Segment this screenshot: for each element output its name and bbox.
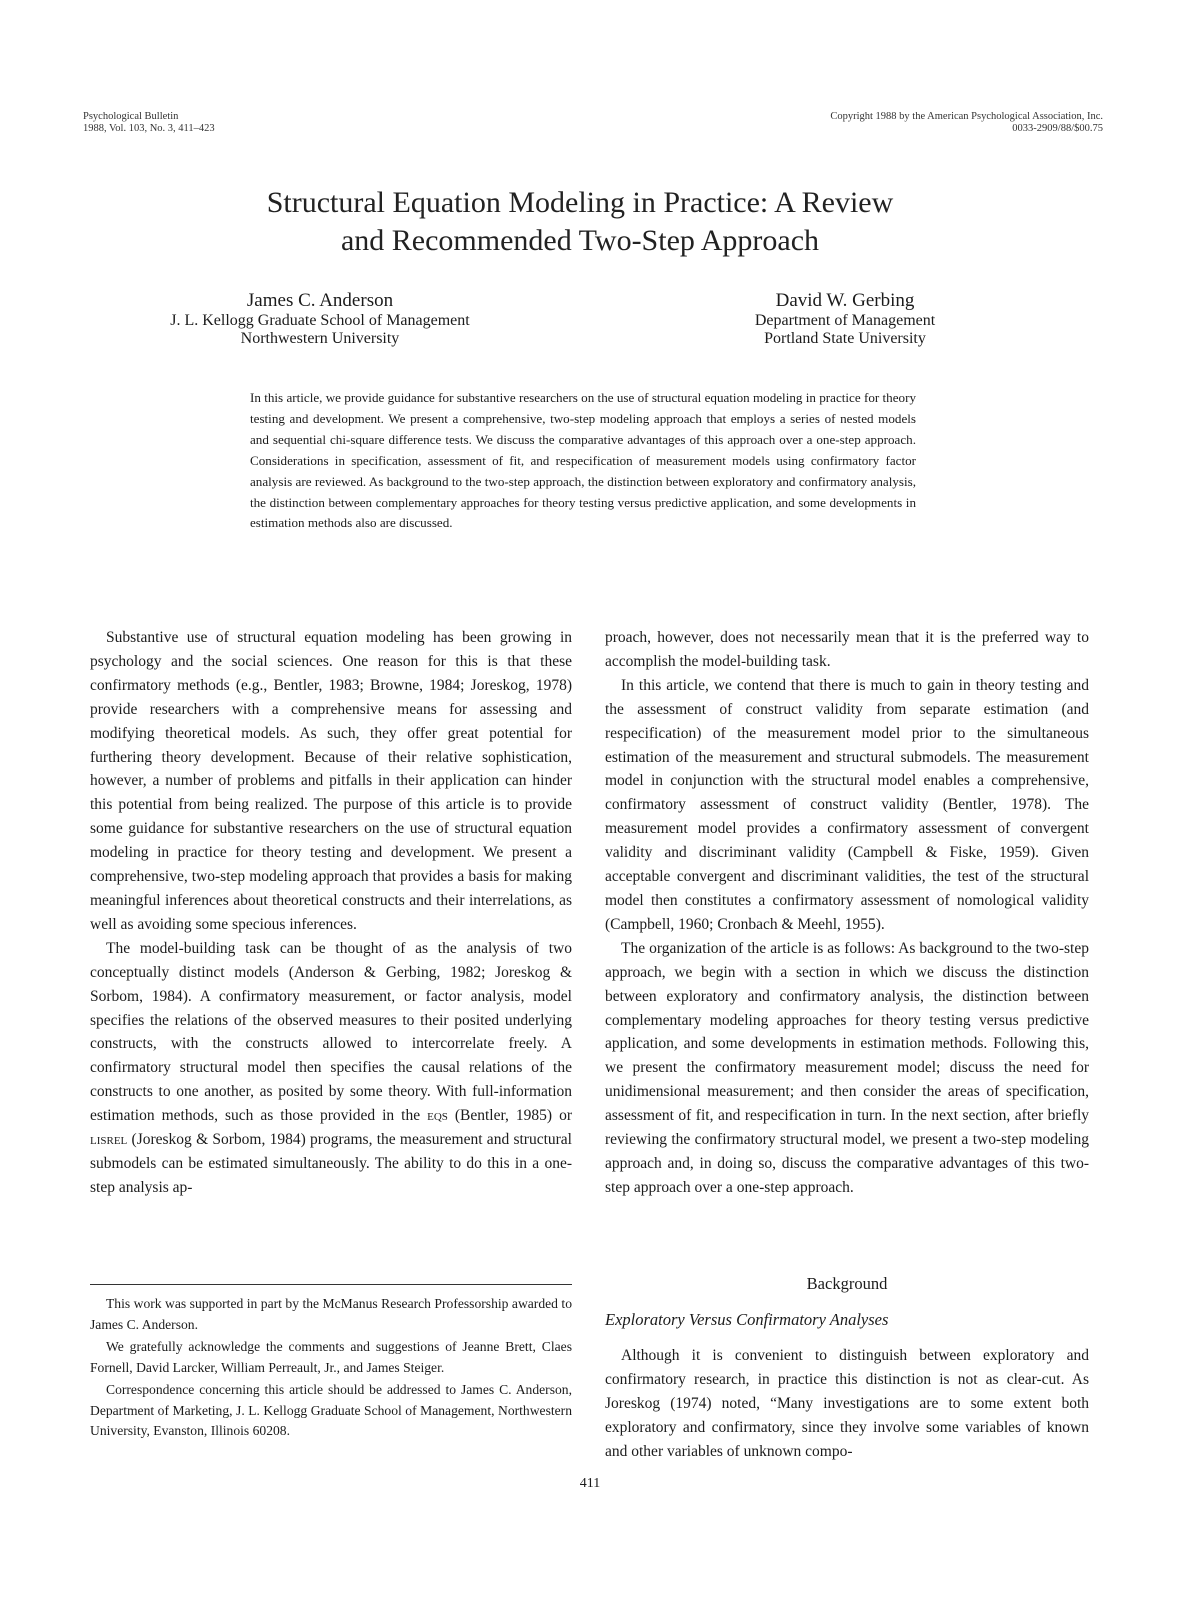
- author-affiliation: Department of Management: [754, 312, 936, 329]
- page-number: 411: [579, 1476, 601, 1491]
- author-block-2: [690, 289, 1000, 348]
- body-paragraph: In this article, we contend that there is much to gain in theory testing and the assessment of construct validity from separate estimation (and respecification) of the measurement model prior to the simultaneous estimation of the measurement and structural submodels. The measurement model in conjunction with the structural model enables a comprehensive, confirmatory assessment of construct validity (Bentler, 1978). The measurement model provides a confirmatory assessment of convergent validity and discriminant validity (Campbell & Fiske, 1959). Given acceptable convergent and discriminant validities, the test of the structural model then constitutes a confirmatory assessment of nomological validity (Campbell, 1960; Cronbach & Meehl, 1955).: [605, 676, 1089, 933]
- journal-volume: 1988, Vol. 103, No. 3, 411–423: [83, 123, 215, 134]
- body-column-right: [605, 626, 1089, 1200]
- author-institution: Northwestern University: [240, 330, 400, 347]
- footnote: Correspondence concerning this article should be addressed to James C. Anderson, Department of Marketing, J. L. Kellogg Graduate School of Management, Northwestern University, Evanston, Illinois 60208.: [90, 1382, 572, 1438]
- author-name: David W. Gerbing: [775, 290, 915, 311]
- journal-header: [83, 111, 215, 135]
- text-run: (Bentler, 1985) or: [447, 1107, 572, 1125]
- author-affiliation: J. L. Kellogg Graduate School of Management: [170, 312, 470, 329]
- body-paragraph: The organization of the article is as follows: As background to the two-step approach, we begin with a section in which we discuss the distinction between exploratory and confirmatory analysis, the distinction between complementary modeling approaches for theory testing versus predictive application, and some developments in estimation methods. Following this, we present the confirmatory measurement model; discuss the need for unidimensional measurement; and then consider the areas of specification, assessment of fit, and respecification in turn. In the next section, after briefly reviewing the confirmatory structural model, we present a two-step modeling approach and, in doing so, discuss the comparative advantages of this two-step approach over a one-step approach.: [605, 939, 1089, 1196]
- issn-line: 0033-2909/88/$00.75: [1012, 123, 1103, 134]
- author-institution: Portland State University: [764, 330, 926, 347]
- body-paragraph: Although it is convenient to distinguish between exploratory and confirmatory research, in practice this distinction is not as clear-cut. As Joreskog (1974) noted, “Many investigations are to some extent both exploratory and confirmatory, since they involve some variables of known and other variables of unknown compo-: [605, 1347, 1089, 1460]
- copyright-header: [830, 111, 1103, 135]
- text-run: (Joreskog & Sorbom, 1984) programs, the measurement and structural submodels can be estimated simultaneously. The ability to do this in a one-step analysis ap-: [90, 1131, 572, 1196]
- lisrel-program-name: lisrel: [90, 1131, 128, 1149]
- section-heading: Background: [806, 1274, 888, 1293]
- body-column-right-continued: [605, 1344, 1089, 1464]
- copyright-line: Copyright 1988 by the American Psychological Association, Inc.: [830, 111, 1103, 122]
- author-name: James C. Anderson: [246, 290, 394, 311]
- author-block-1: [140, 289, 500, 348]
- eqs-program-name: eqs: [427, 1107, 448, 1125]
- footnote-divider: [90, 1284, 572, 1285]
- subsection-heading: Exploratory Versus Confirmatory Analyses: [605, 1310, 889, 1329]
- footnote: We gratefully acknowledge the comments and suggestions of Jeanne Brett, Claes Fornell, David Larcker, William Perreault, Jr., and James Steiger.: [90, 1339, 572, 1375]
- text-run: The model-building task can be thought of as the analysis of two conceptually distinct models (Anderson & Gerbing, 1982; Joreskog & Sorbom, 1984). A confirmatory measurement, or factor analysis, model specifies the relations of the observed measures to their posited underlying constructs, with the constructs allowed to intercorrelate freely. A confirmatory structural model then specifies the causal relations of the constructs to one another, as posited by some theory. With full-information estimation methods, such as those provided in the: [90, 939, 572, 1125]
- title-line-2: and Recommended Two-Step Approach: [340, 224, 820, 257]
- footnotes: [90, 1294, 572, 1444]
- abstract: In this article, we provide guidance for substantive researchers on the use of structural equation modeling in practice for theory testing and development. We present a comprehensive, two-step modeling approach that employs a series of nested models and sequential chi-square difference tests. We discuss the comparative advantages of this approach over a one-step approach. Considerations in specification, assessment of fit, and respecification of measurement models using confirmatory factor analysis are reviewed. As background to the two-step approach, the distinction between exploratory and confirmatory analysis, the distinction between complementary approaches for theory testing versus predictive application, and some developments in estimation methods also are discussed.: [250, 390, 916, 531]
- body-paragraph: proach, however, does not necessarily mean that it is the preferred way to accomplish the model-building task.: [605, 629, 1089, 670]
- body-paragraph: Substantive use of structural equation modeling has been growing in psychology and the social sciences. One reason for this is that these confirmatory methods (e.g., Bentler, 1983; Browne, 1984; Joreskog, 1978) provide researchers with a comprehensive means for assessing and modifying theoretical models. As such, they offer great potential for furthering theory development. Because of their relative sophistication, however, a number of problems and pitfalls in their application can hinder this potential from being realized. The purpose of this article is to provide some guidance for substantive researchers on the use of structural equation modeling in practice for theory testing and development. We present a comprehensive, two-step modeling approach that provides a basis for making meaningful inferences about theoretical constructs and their interrelations, as well as avoiding some specious inferences.: [90, 629, 572, 933]
- body-paragraph: [90, 937, 572, 1200]
- footnote: This work was supported in part by the McManus Research Professorship awarded to James C. Anderson.: [90, 1296, 572, 1332]
- paper-title: [0, 184, 1160, 260]
- body-column-left: [90, 626, 572, 1200]
- title-line-1: Structural Equation Modeling in Practice: A Review: [266, 186, 894, 219]
- journal-name: Psychological Bulletin: [83, 111, 179, 122]
